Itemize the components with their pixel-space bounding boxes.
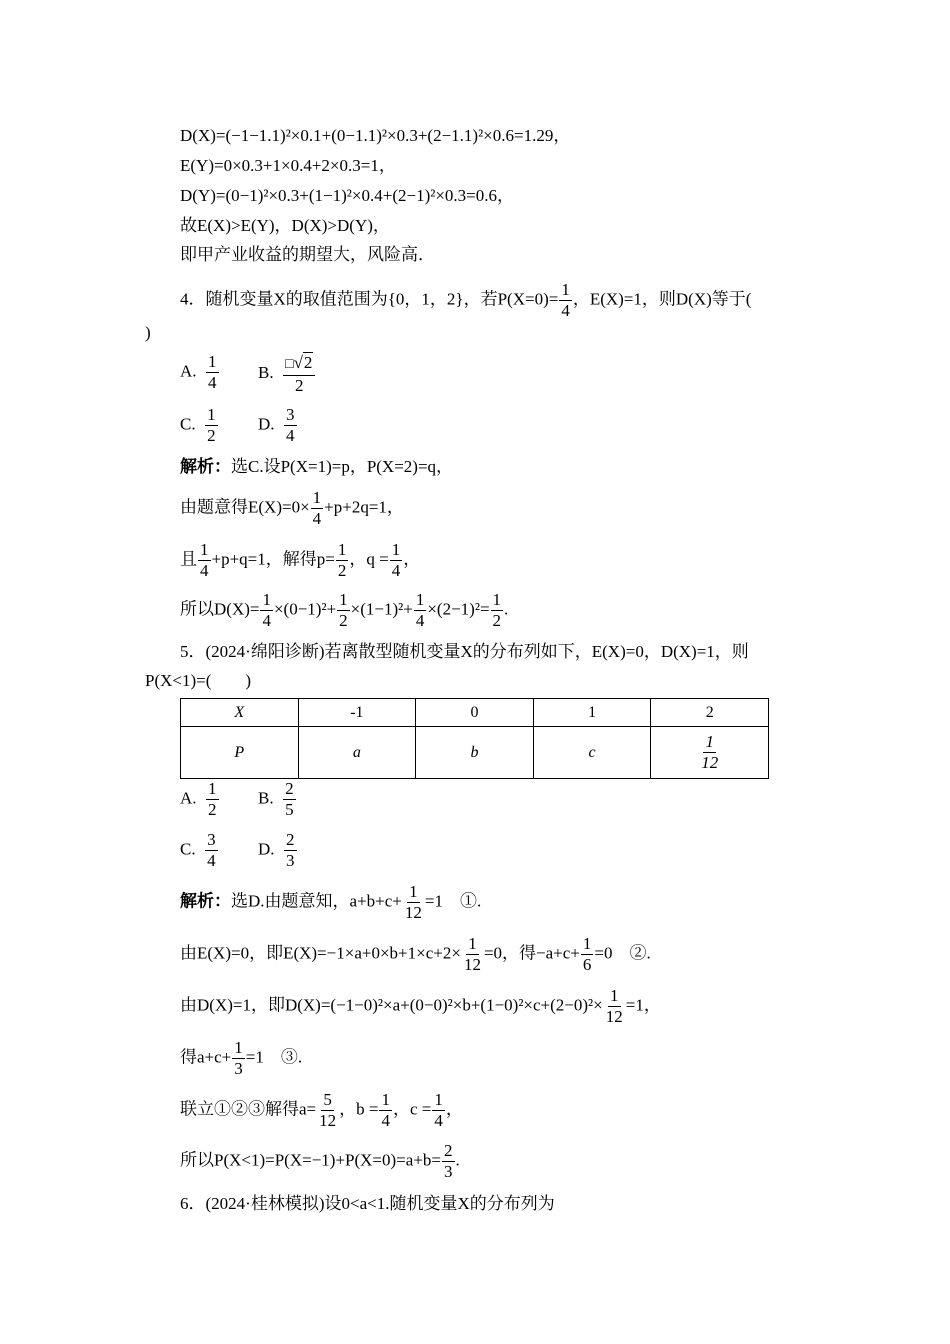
q4-solution-line4: 所以D(X)= $\frac{1}{4}$ ×(0−1)²+ $\frac{1}{2}$ ×(1−1)²+ $\frac{1}{4}$ ×(2−1)²= $\frac{1}{2}$ . — [180, 590, 509, 630]
q4-option-b: B. $\frac{□√2}{2}$ — [258, 352, 316, 396]
table-cell: b — [416, 727, 534, 779]
ey-calc-line: E(Y)=0×0.3+1×0.4+2×0.3=1， — [180, 156, 396, 175]
table-cell: P — [181, 727, 299, 779]
table-header-cell: X — [181, 699, 299, 727]
q5-solution-line5: 联立①②③解得a= $\frac{5}{12}$ ，b = $\frac{1}{4}$ ，c = $\frac{1}{4}$ ， — [180, 1090, 463, 1130]
q4-option-a: A. $\frac{1}{4}$ — [180, 352, 217, 392]
q5-stem-line1: 5．(2024·绵阳诊断)若离散型随机变量X的分布列如下，E(X)=0，D(X)=1，则 — [180, 642, 749, 661]
q5-stem-line2: P(X<1)=( ) — [145, 671, 252, 690]
table-cell: $\frac{1}{12}$ — [651, 727, 769, 779]
q6-stem: 6．(2024·桂林模拟)设0<a<1.随机变量X的分布列为 — [180, 1194, 555, 1213]
q4-stem-fraction: $\frac{1}{4}$ — [561, 280, 570, 320]
conclusion-line: 即甲产业收益的期望大，风险高． — [180, 245, 435, 264]
q4-option-c: C. $\frac{1}{2}$ — [180, 405, 216, 445]
table-cell: a — [298, 727, 416, 779]
table-row — [181, 727, 769, 779]
table-header-cell: 0 — [416, 699, 534, 727]
q5-solution-line4: 得a+c+ $\frac{1}{3}$ =1 ③. — [180, 1038, 303, 1078]
q5-option-a: A. $\frac{1}{2}$ — [180, 779, 217, 819]
table-header-cell: 2 — [651, 699, 769, 727]
q4-solution-line2: 由题意得E(X)=0× $\frac{1}{4}$ +p+2q=1， — [180, 488, 404, 528]
q5-solution-line1: 解析：选D.由题意知，a+b+c+ $\frac{1}{12}$ =1 ①. — [180, 882, 482, 922]
table-row — [181, 699, 769, 727]
root-index-glyph: □ — [285, 357, 294, 372]
q4-close-paren: ) — [145, 323, 151, 342]
table-cell: c — [533, 727, 651, 779]
q4-solution-line3: 且 $\frac{1}{4}$ +p+q=1，解得p= $\frac{1}{2}$ ，q = $\frac{1}{4}$ ， — [180, 540, 421, 580]
q5-option-c: C. $\frac{3}{4}$ — [180, 830, 216, 870]
q5-solution-line3: 由D(X)=1，即D(X)=(−1−0)²×a+(0−0)²×b+(1−0)²×c+(2−0)²× $\frac{1}{12}$ =1， — [180, 986, 661, 1026]
q4-stem: 4．随机变量X的取值范围为{0，1，2}，若P(X=0)= $\frac{1}{4}$ ，E(X)=1，则D(X)等于( — [180, 280, 752, 320]
q4-option-d: D. $\frac{3}{4}$ — [258, 405, 295, 445]
q4-solution-line1: 解析：选C.设P(X=1)=p，P(X=2)=q， — [180, 457, 454, 476]
dy-calc-line: D(Y)=(0−1)²×0.3+(1−1)²×0.4+(2−1)²×0.3=0.6， — [180, 186, 515, 205]
table-header-cell: -1 — [298, 699, 416, 727]
q5-option-d: D. $\frac{2}{3}$ — [258, 830, 295, 870]
q5-solution-line2: 由E(X)=0，即E(X)=−1×a+0×b+1×c+2× $\frac{1}{12}$ =0，得−a+c+ $\frac{1}{6}$ =0 ②. — [180, 934, 651, 974]
comparison-line: 故E(X)>E(Y)，D(X)>D(Y)， — [180, 216, 390, 235]
dx-calc-line: D(X)=(−1−1.1)²×0.1+(0−1.1)²×0.3+(2−1.1)²×0.6=1.29， — [180, 126, 571, 145]
distribution-table — [180, 698, 769, 779]
table-header-cell: 1 — [533, 699, 651, 727]
q5-option-b: B. $\frac{2}{5}$ — [258, 779, 294, 819]
q5-solution-line6: 所以P(X<1)=P(X=−1)+P(X=0)=a+b= $\frac{2}{3}$ . — [180, 1141, 460, 1181]
